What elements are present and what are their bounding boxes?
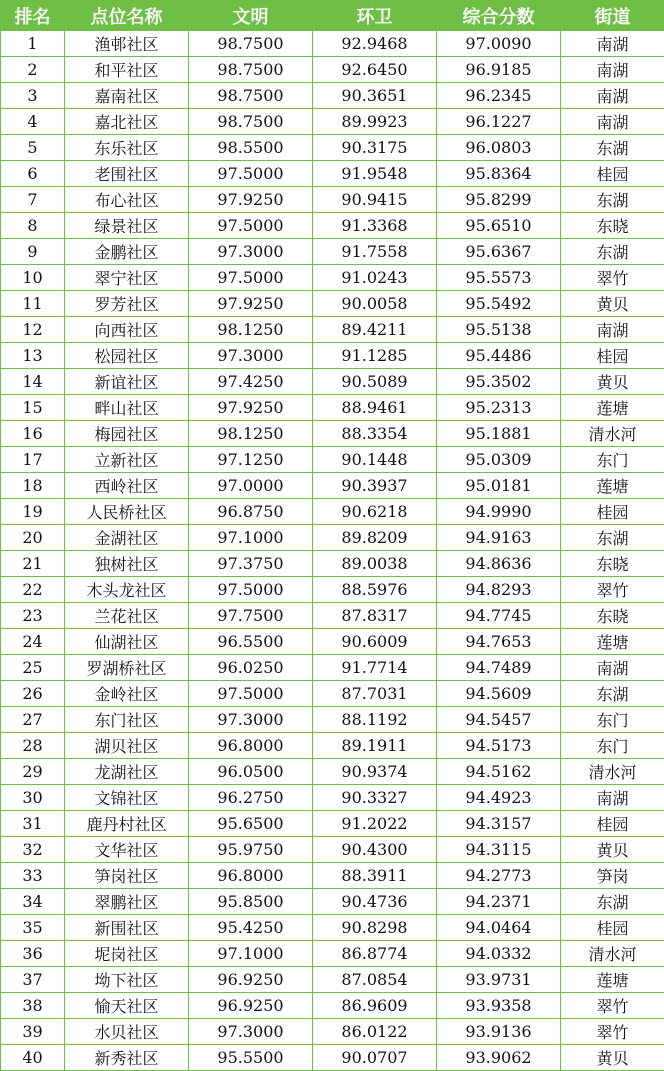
sanitation-score-cell: 91.7558 <box>313 239 437 265</box>
subdistrict-cell: 东湖 <box>561 889 664 915</box>
civility-score-cell: 98.7500 <box>189 109 313 135</box>
site-name-cell: 梅园社区 <box>65 421 189 447</box>
rank-cell: 8 <box>1 213 65 239</box>
site-name-cell: 东门社区 <box>65 707 189 733</box>
rank-cell: 12 <box>1 317 65 343</box>
civility-score-cell: 95.5500 <box>189 1045 313 1071</box>
sanitation-score-cell: 86.8774 <box>313 941 437 967</box>
sanitation-score-cell: 88.9461 <box>313 395 437 421</box>
sanitation-score-cell: 91.3368 <box>313 213 437 239</box>
civility-score-cell: 97.9250 <box>189 187 313 213</box>
header-subdistrict: 街道 <box>561 1 664 31</box>
total-score-cell: 95.6367 <box>437 239 561 265</box>
rank-cell: 22 <box>1 577 65 603</box>
sanitation-score-cell: 91.2022 <box>313 811 437 837</box>
site-name-cell: 罗芳社区 <box>65 291 189 317</box>
total-score-cell: 94.2773 <box>437 863 561 889</box>
rank-cell: 28 <box>1 733 65 759</box>
civility-score-cell: 98.5500 <box>189 135 313 161</box>
subdistrict-cell: 翠竹 <box>561 993 664 1019</box>
subdistrict-cell: 东湖 <box>561 135 664 161</box>
total-score-cell: 93.9731 <box>437 967 561 993</box>
sanitation-score-cell: 88.3911 <box>313 863 437 889</box>
sanitation-score-cell: 86.0122 <box>313 1019 437 1045</box>
site-name-cell: 渔邨社区 <box>65 31 189 57</box>
sanitation-score-cell: 92.6450 <box>313 57 437 83</box>
total-score-cell: 94.9990 <box>437 499 561 525</box>
sanitation-score-cell: 90.3327 <box>313 785 437 811</box>
table-row <box>1 733 664 759</box>
rank-cell: 2 <box>1 57 65 83</box>
subdistrict-cell: 南湖 <box>561 57 664 83</box>
header-site-name: 点位名称 <box>65 1 189 31</box>
subdistrict-cell: 桂园 <box>561 499 664 525</box>
site-name-cell: 新围社区 <box>65 915 189 941</box>
sanitation-score-cell: 88.3354 <box>313 421 437 447</box>
civility-score-cell: 97.5000 <box>189 681 313 707</box>
sanitation-score-cell: 90.6009 <box>313 629 437 655</box>
subdistrict-cell: 南湖 <box>561 317 664 343</box>
site-name-cell: 金湖社区 <box>65 525 189 551</box>
total-score-cell: 95.2313 <box>437 395 561 421</box>
table-row <box>1 239 664 265</box>
sanitation-score-cell: 89.1911 <box>313 733 437 759</box>
subdistrict-cell: 东门 <box>561 733 664 759</box>
total-score-cell: 97.0090 <box>437 31 561 57</box>
table-row <box>1 525 664 551</box>
rank-cell: 21 <box>1 551 65 577</box>
civility-score-cell: 97.9250 <box>189 395 313 421</box>
sanitation-score-cell: 90.4300 <box>313 837 437 863</box>
rank-cell: 24 <box>1 629 65 655</box>
subdistrict-cell: 南湖 <box>561 109 664 135</box>
site-name-cell: 仙湖社区 <box>65 629 189 655</box>
rank-cell: 7 <box>1 187 65 213</box>
total-score-cell: 96.9185 <box>437 57 561 83</box>
total-score-cell: 94.2371 <box>437 889 561 915</box>
table-row <box>1 577 664 603</box>
subdistrict-cell: 黄贝 <box>561 291 664 317</box>
sanitation-score-cell: 90.9415 <box>313 187 437 213</box>
site-name-cell: 立新社区 <box>65 447 189 473</box>
civility-score-cell: 96.8000 <box>189 863 313 889</box>
total-score-cell: 94.3115 <box>437 837 561 863</box>
table-row <box>1 759 664 785</box>
rank-cell: 25 <box>1 655 65 681</box>
civility-score-cell: 96.5500 <box>189 629 313 655</box>
table-row <box>1 187 664 213</box>
table-row <box>1 707 664 733</box>
sanitation-score-cell: 90.8298 <box>313 915 437 941</box>
subdistrict-cell: 东晓 <box>561 213 664 239</box>
civility-score-cell: 96.8750 <box>189 499 313 525</box>
sanitation-score-cell: 90.3937 <box>313 473 437 499</box>
table-row <box>1 31 664 57</box>
total-score-cell: 94.9163 <box>437 525 561 551</box>
rank-cell: 20 <box>1 525 65 551</box>
civility-score-cell: 97.5000 <box>189 161 313 187</box>
site-name-cell: 和平社区 <box>65 57 189 83</box>
civility-score-cell: 97.7500 <box>189 603 313 629</box>
site-name-cell: 兰花社区 <box>65 603 189 629</box>
rank-cell: 29 <box>1 759 65 785</box>
site-name-cell: 金岭社区 <box>65 681 189 707</box>
table-row <box>1 785 664 811</box>
site-name-cell: 嘉南社区 <box>65 83 189 109</box>
subdistrict-cell: 莲塘 <box>561 473 664 499</box>
site-name-cell: 绿景社区 <box>65 213 189 239</box>
subdistrict-cell: 黄贝 <box>561 837 664 863</box>
total-score-cell: 95.4486 <box>437 343 561 369</box>
table-row <box>1 291 664 317</box>
subdistrict-cell: 桂园 <box>561 915 664 941</box>
table-row <box>1 603 664 629</box>
site-name-cell: 新谊社区 <box>65 369 189 395</box>
table-row <box>1 811 664 837</box>
subdistrict-cell: 南湖 <box>561 785 664 811</box>
table-row <box>1 967 664 993</box>
site-name-cell: 文锦社区 <box>65 785 189 811</box>
sanitation-score-cell: 90.0707 <box>313 1045 437 1071</box>
civility-score-cell: 97.5000 <box>189 213 313 239</box>
table-row <box>1 109 664 135</box>
subdistrict-cell: 东门 <box>561 707 664 733</box>
subdistrict-cell: 莲塘 <box>561 629 664 655</box>
sanitation-score-cell: 87.0854 <box>313 967 437 993</box>
rank-cell: 15 <box>1 395 65 421</box>
total-score-cell: 95.5492 <box>437 291 561 317</box>
header-civility-score: 文明 <box>189 1 313 31</box>
table-row <box>1 447 664 473</box>
total-score-cell: 94.5173 <box>437 733 561 759</box>
site-name-cell: 布心社区 <box>65 187 189 213</box>
table-row <box>1 135 664 161</box>
table-row <box>1 369 664 395</box>
site-name-cell: 笋岗社区 <box>65 863 189 889</box>
table-header <box>1 1 664 31</box>
rank-cell: 9 <box>1 239 65 265</box>
subdistrict-cell: 南湖 <box>561 83 664 109</box>
rank-cell: 35 <box>1 915 65 941</box>
table-row <box>1 343 664 369</box>
civility-score-cell: 98.7500 <box>189 83 313 109</box>
rank-cell: 38 <box>1 993 65 1019</box>
header-row <box>1 1 664 31</box>
rank-cell: 40 <box>1 1045 65 1071</box>
subdistrict-cell: 清水河 <box>561 421 664 447</box>
subdistrict-cell: 莲塘 <box>561 967 664 993</box>
subdistrict-cell: 东湖 <box>561 187 664 213</box>
rank-cell: 27 <box>1 707 65 733</box>
civility-score-cell: 98.7500 <box>189 31 313 57</box>
civility-score-cell: 98.1250 <box>189 317 313 343</box>
total-score-cell: 95.5138 <box>437 317 561 343</box>
total-score-cell: 94.8293 <box>437 577 561 603</box>
sanitation-score-cell: 90.1448 <box>313 447 437 473</box>
rank-cell: 34 <box>1 889 65 915</box>
subdistrict-cell: 翠竹 <box>561 1019 664 1045</box>
total-score-cell: 94.8636 <box>437 551 561 577</box>
site-name-cell: 愉天社区 <box>65 993 189 1019</box>
total-score-cell: 95.0181 <box>437 473 561 499</box>
rank-cell: 16 <box>1 421 65 447</box>
civility-score-cell: 97.5000 <box>189 577 313 603</box>
total-score-cell: 94.5609 <box>437 681 561 707</box>
table-row <box>1 499 664 525</box>
subdistrict-cell: 东湖 <box>561 239 664 265</box>
table-row <box>1 629 664 655</box>
civility-score-cell: 97.1250 <box>189 447 313 473</box>
rank-cell: 10 <box>1 265 65 291</box>
sanitation-score-cell: 90.9374 <box>313 759 437 785</box>
civility-score-cell: 95.9750 <box>189 837 313 863</box>
subdistrict-cell: 桂园 <box>561 343 664 369</box>
civility-score-cell: 97.1000 <box>189 525 313 551</box>
rank-cell: 3 <box>1 83 65 109</box>
total-score-cell: 95.0309 <box>437 447 561 473</box>
total-score-cell: 94.5457 <box>437 707 561 733</box>
site-name-cell: 翠宁社区 <box>65 265 189 291</box>
total-score-cell: 95.5573 <box>437 265 561 291</box>
subdistrict-cell: 翠竹 <box>561 265 664 291</box>
table-body <box>1 31 664 1071</box>
civility-score-cell: 97.3000 <box>189 1019 313 1045</box>
site-name-cell: 新秀社区 <box>65 1045 189 1071</box>
sanitation-score-cell: 88.1192 <box>313 707 437 733</box>
rank-cell: 1 <box>1 31 65 57</box>
sanitation-score-cell: 90.0058 <box>313 291 437 317</box>
header-total-score: 综合分数 <box>437 1 561 31</box>
civility-score-cell: 97.9250 <box>189 291 313 317</box>
sanitation-score-cell: 89.4211 <box>313 317 437 343</box>
rank-cell: 6 <box>1 161 65 187</box>
total-score-cell: 94.7489 <box>437 655 561 681</box>
civility-score-cell: 97.3000 <box>189 343 313 369</box>
subdistrict-cell: 南湖 <box>561 655 664 681</box>
civility-score-cell: 97.3000 <box>189 239 313 265</box>
rank-cell: 17 <box>1 447 65 473</box>
site-name-cell: 木头龙社区 <box>65 577 189 603</box>
subdistrict-cell: 桂园 <box>561 161 664 187</box>
total-score-cell: 95.1881 <box>437 421 561 447</box>
site-name-cell: 人民桥社区 <box>65 499 189 525</box>
sanitation-score-cell: 91.1285 <box>313 343 437 369</box>
table-row <box>1 915 664 941</box>
total-score-cell: 94.7745 <box>437 603 561 629</box>
table-row <box>1 681 664 707</box>
subdistrict-cell: 东湖 <box>561 525 664 551</box>
table-row <box>1 551 664 577</box>
subdistrict-cell: 翠竹 <box>561 577 664 603</box>
sanitation-score-cell: 92.9468 <box>313 31 437 57</box>
sanitation-score-cell: 91.0243 <box>313 265 437 291</box>
total-score-cell: 95.8364 <box>437 161 561 187</box>
total-score-cell: 95.6510 <box>437 213 561 239</box>
civility-score-cell: 97.0000 <box>189 473 313 499</box>
rank-cell: 37 <box>1 967 65 993</box>
rank-cell: 26 <box>1 681 65 707</box>
sanitation-score-cell: 91.7714 <box>313 655 437 681</box>
subdistrict-cell: 东湖 <box>561 681 664 707</box>
civility-score-cell: 97.3750 <box>189 551 313 577</box>
site-name-cell: 独树社区 <box>65 551 189 577</box>
civility-score-cell: 97.5000 <box>189 265 313 291</box>
table-row <box>1 863 664 889</box>
sanitation-score-cell: 91.9548 <box>313 161 437 187</box>
sanitation-score-cell: 90.3651 <box>313 83 437 109</box>
site-name-cell: 西岭社区 <box>65 473 189 499</box>
site-name-cell: 湖贝社区 <box>65 733 189 759</box>
subdistrict-cell: 桂园 <box>561 811 664 837</box>
rank-cell: 19 <box>1 499 65 525</box>
subdistrict-cell: 黄贝 <box>561 1045 664 1071</box>
rank-cell: 11 <box>1 291 65 317</box>
civility-score-cell: 96.9250 <box>189 993 313 1019</box>
site-name-cell: 翠鹏社区 <box>65 889 189 915</box>
site-name-cell: 畔山社区 <box>65 395 189 421</box>
sanitation-score-cell: 87.7031 <box>313 681 437 707</box>
subdistrict-cell: 东门 <box>561 447 664 473</box>
total-score-cell: 96.1227 <box>437 109 561 135</box>
sanitation-score-cell: 89.9923 <box>313 109 437 135</box>
site-name-cell: 向西社区 <box>65 317 189 343</box>
civility-score-cell: 97.3000 <box>189 707 313 733</box>
table-row <box>1 941 664 967</box>
rank-cell: 39 <box>1 1019 65 1045</box>
total-score-cell: 96.2345 <box>437 83 561 109</box>
rank-cell: 30 <box>1 785 65 811</box>
rank-cell: 14 <box>1 369 65 395</box>
table-row <box>1 57 664 83</box>
site-name-cell: 水贝社区 <box>65 1019 189 1045</box>
table-row <box>1 395 664 421</box>
site-name-cell: 文华社区 <box>65 837 189 863</box>
header-rank: 排名 <box>1 1 65 31</box>
rank-cell: 5 <box>1 135 65 161</box>
civility-score-cell: 95.4250 <box>189 915 313 941</box>
sanitation-score-cell: 90.5089 <box>313 369 437 395</box>
sanitation-score-cell: 87.8317 <box>313 603 437 629</box>
table-row <box>1 265 664 291</box>
rank-cell: 13 <box>1 343 65 369</box>
site-name-cell: 坭岗社区 <box>65 941 189 967</box>
rank-cell: 33 <box>1 863 65 889</box>
table-row <box>1 421 664 447</box>
subdistrict-cell: 东晓 <box>561 551 664 577</box>
subdistrict-cell: 黄贝 <box>561 369 664 395</box>
rank-cell: 23 <box>1 603 65 629</box>
civility-score-cell: 95.8500 <box>189 889 313 915</box>
table-row <box>1 473 664 499</box>
subdistrict-cell: 清水河 <box>561 759 664 785</box>
sanitation-score-cell: 86.9609 <box>313 993 437 1019</box>
subdistrict-cell: 清水河 <box>561 941 664 967</box>
table-row <box>1 161 664 187</box>
total-score-cell: 94.0332 <box>437 941 561 967</box>
rank-cell: 36 <box>1 941 65 967</box>
table-row <box>1 889 664 915</box>
sanitation-score-cell: 90.6218 <box>313 499 437 525</box>
civility-score-cell: 96.0500 <box>189 759 313 785</box>
total-score-cell: 94.0464 <box>437 915 561 941</box>
site-name-cell: 松园社区 <box>65 343 189 369</box>
total-score-cell: 93.9062 <box>437 1045 561 1071</box>
civility-score-cell: 96.8000 <box>189 733 313 759</box>
civility-score-cell: 98.1250 <box>189 421 313 447</box>
sanitation-score-cell: 89.0038 <box>313 551 437 577</box>
site-name-cell: 鹿丹村社区 <box>65 811 189 837</box>
subdistrict-cell: 莲塘 <box>561 395 664 421</box>
civility-score-cell: 95.6500 <box>189 811 313 837</box>
rank-cell: 18 <box>1 473 65 499</box>
total-score-cell: 95.8299 <box>437 187 561 213</box>
table-row <box>1 655 664 681</box>
total-score-cell: 95.3502 <box>437 369 561 395</box>
header-sanitation-score: 环卫 <box>313 1 437 31</box>
civility-score-cell: 96.9250 <box>189 967 313 993</box>
total-score-cell: 94.7653 <box>437 629 561 655</box>
subdistrict-cell: 南湖 <box>561 31 664 57</box>
table-row <box>1 317 664 343</box>
total-score-cell: 94.4923 <box>437 785 561 811</box>
table-row <box>1 837 664 863</box>
sanitation-score-cell: 89.8209 <box>313 525 437 551</box>
sanitation-score-cell: 88.5976 <box>313 577 437 603</box>
civility-score-cell: 98.7500 <box>189 57 313 83</box>
total-score-cell: 93.9358 <box>437 993 561 1019</box>
table-row <box>1 83 664 109</box>
sanitation-score-cell: 90.3175 <box>313 135 437 161</box>
civility-score-cell: 97.4250 <box>189 369 313 395</box>
sanitation-score-cell: 90.4736 <box>313 889 437 915</box>
site-name-cell: 坳下社区 <box>65 967 189 993</box>
site-name-cell: 嘉北社区 <box>65 109 189 135</box>
table-row <box>1 993 664 1019</box>
total-score-cell: 93.9136 <box>437 1019 561 1045</box>
site-name-cell: 东乐社区 <box>65 135 189 161</box>
total-score-cell: 94.3157 <box>437 811 561 837</box>
site-name-cell: 金鹏社区 <box>65 239 189 265</box>
total-score-cell: 96.0803 <box>437 135 561 161</box>
civility-score-cell: 97.1000 <box>189 941 313 967</box>
site-name-cell: 罗湖桥社区 <box>65 655 189 681</box>
rank-cell: 31 <box>1 811 65 837</box>
site-name-cell: 老围社区 <box>65 161 189 187</box>
table-row <box>1 1019 664 1045</box>
rank-cell: 32 <box>1 837 65 863</box>
total-score-cell: 94.5162 <box>437 759 561 785</box>
site-name-cell: 龙湖社区 <box>65 759 189 785</box>
subdistrict-cell: 东晓 <box>561 603 664 629</box>
civility-score-cell: 96.0250 <box>189 655 313 681</box>
table-row <box>1 213 664 239</box>
rank-cell: 4 <box>1 109 65 135</box>
civility-score-cell: 96.2750 <box>189 785 313 811</box>
subdistrict-cell: 笋岗 <box>561 863 664 889</box>
